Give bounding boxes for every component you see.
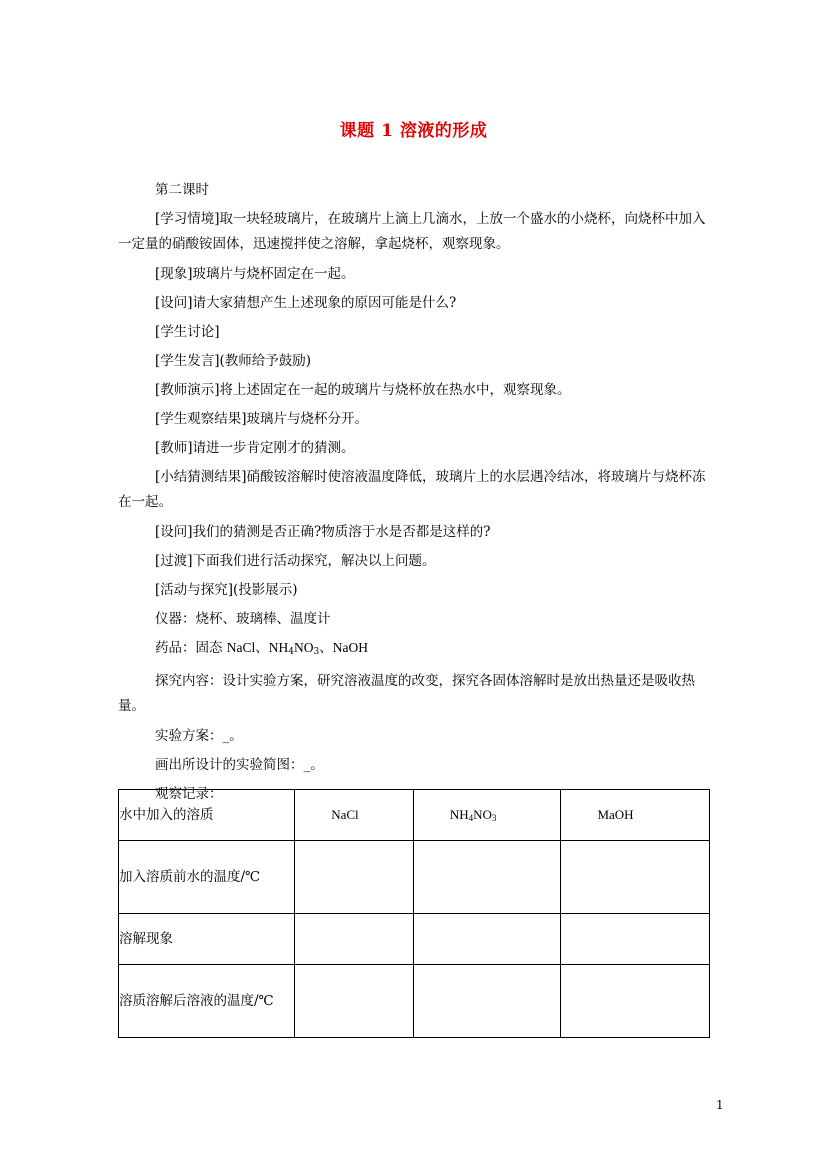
paragraph-drugs (118, 636, 710, 664)
paragraph-content: 探究内容：设计实验方案，研究溶液温度的改变，探究各固体溶解时是放出热量还是吸收热量。 (118, 673, 695, 714)
drugs-sub-a: 4 (288, 647, 295, 657)
paragraph-observation: [学生观察结果]玻璃片与烧杯分开。 (155, 411, 369, 427)
table-cell (561, 965, 710, 1038)
paragraph-teacher: [教师]请进一步肯定刚才的猜测。 (155, 440, 355, 456)
table-header-nh4no3: $NH_4NO_3$ (413, 790, 561, 841)
drugs-formula-a: NaCl、NH (226, 640, 289, 655)
paragraph-situation: [学习情境]取一块轻玻璃片，在玻璃片上滴上几滴水，上放一个盛水的小烧杯，向烧杯中加入一定量的硝酸铵固体，迅速搅拌使之溶解，拿起烧杯，观察现象。 (118, 211, 706, 252)
table-cell (295, 914, 414, 965)
paragraph-teacher-demo: [教师演示]将上述固定在一起的玻璃片与烧杯放在热水中，观察现象。 (155, 382, 571, 398)
observation-table (118, 789, 710, 1038)
drugs-formula-b: NO (294, 640, 314, 655)
table-header-row (119, 790, 710, 841)
table-cell (561, 841, 710, 914)
table-header-label: 水中加入的溶质 (119, 790, 295, 841)
document-title: 课题 1 溶液的形成 (339, 121, 488, 141)
paragraph-transition: [过渡]下面我们进行活动探究，解决以上问题。 (155, 553, 436, 569)
table-row-label: 溶质溶解后溶液的温度/℃ (119, 965, 295, 1038)
paragraph-phenomenon: [现象]玻璃片与烧杯固定在一起。 (155, 266, 355, 282)
table-row (119, 965, 710, 1038)
table-header-maoh: MaOH (561, 790, 710, 841)
paragraph-plan: 实验方案：_。 (155, 728, 243, 744)
table-cell (295, 965, 414, 1038)
document-body (118, 178, 710, 811)
table-cell (561, 914, 710, 965)
table-cell (413, 914, 561, 965)
paragraph-sketch: 画出所设计的实验简图：_。 (155, 757, 324, 773)
page-number: 1 (716, 1098, 724, 1112)
paragraph-summary: [小结猜测结果]硝酸铵溶解时使溶液温度降低，玻璃片上的水层遇冷结冰，将玻璃片与烧杯冻在一起。 (118, 469, 706, 510)
paragraph-question-2: [设问]我们的猜测是否正确?物质溶于水是否都是这样的? (155, 524, 491, 540)
paragraph-record: 观察记录： (155, 786, 223, 802)
table-cell (295, 841, 414, 914)
paragraph-instruments: 仪器：烧杯、玻璃棒、温度计 (155, 611, 331, 627)
paragraph-activity: [活动与探究](投影展示) (155, 582, 298, 598)
paragraph-discussion: [学生讨论] (155, 324, 220, 340)
table-row-label: 加入溶质前水的温度/℃ (119, 841, 295, 914)
paragraph-question: [设问]请大家猜想产生上述现象的原因可能是什么? (155, 295, 457, 311)
paragraph-student-speech: [学生发言](教师给予鼓励) (155, 353, 312, 369)
drugs-formula-c: 、NaOH (319, 640, 369, 655)
table-cell (413, 841, 561, 914)
table-header-nacl: NaCl (295, 790, 414, 841)
paragraph-lesson: 第二课时 (155, 182, 209, 198)
table-row (119, 914, 710, 965)
drugs-sub-b: 3 (313, 647, 320, 657)
drugs-prefix: 药品：固态 (155, 640, 227, 656)
table-row (119, 841, 710, 914)
table-row-label: 溶解现象 (119, 914, 295, 965)
table-cell (413, 965, 561, 1038)
